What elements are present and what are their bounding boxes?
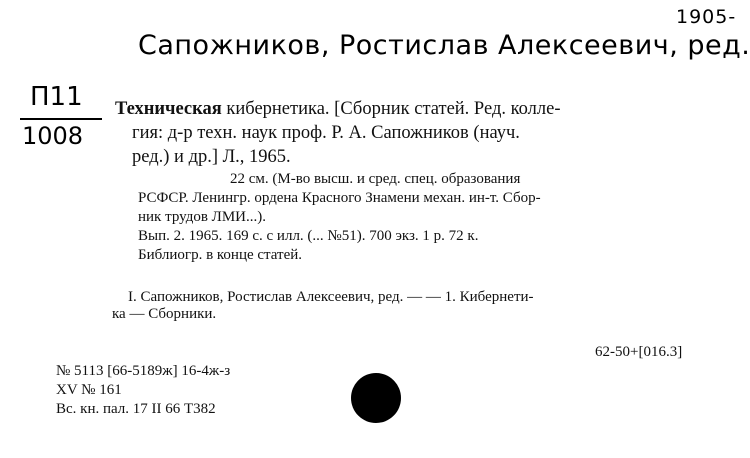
- classification-code: 62-50+[016.3]: [595, 344, 683, 360]
- handwritten-heading: Сапожников, Ростислав Алексеевич, ред.: [138, 30, 750, 61]
- title-line-1: [115, 98, 561, 120]
- details-line-3: ник трудов ЛМИ...).: [138, 209, 266, 225]
- details-line-4: Вып. 2. 1965. 169 с. с илл. (... №51). 700 экз. 1 р. 72 к.: [138, 228, 479, 244]
- details-line-5: Библиогр. в конце статей.: [138, 247, 303, 263]
- details-line-2: РСФСР. Ленингр. ордена Красного Знамени механ. ин-т. Сбор-: [138, 190, 541, 206]
- registry-line-2: XV № 161: [56, 382, 122, 398]
- handwritten-year: 1905-: [676, 6, 737, 28]
- shelf-mark-bottom: 1008: [22, 122, 84, 150]
- shelf-mark-divider: [20, 118, 102, 120]
- registry-line-1: № 5113 [66-5189ж] 16-4ж-з: [56, 363, 231, 379]
- punch-hole: [351, 373, 401, 423]
- tracing-line-1: I. Сапожников, Ростислав Алексеевич, ред. — — 1. Кибернети-: [128, 289, 534, 305]
- title-bold: Техническая: [115, 99, 222, 119]
- tracing-line-2: ка — Сборники.: [112, 306, 217, 322]
- registry-line-3: Вс. кн. пал. 17 II 66 Т382: [56, 401, 216, 417]
- title-rest: кибернетика. [Сборник статей. Ред. колле-: [221, 99, 561, 119]
- details-line-1: 22 см. (М-во высш. и сред. спец. образования: [230, 171, 521, 187]
- title-line-2: гия: д-р техн. наук проф. Р. А. Сапожников (науч.: [132, 123, 520, 143]
- shelf-mark-top: П11: [30, 82, 83, 112]
- title-line-3: ред.) и др.] Л., 1965.: [132, 147, 291, 167]
